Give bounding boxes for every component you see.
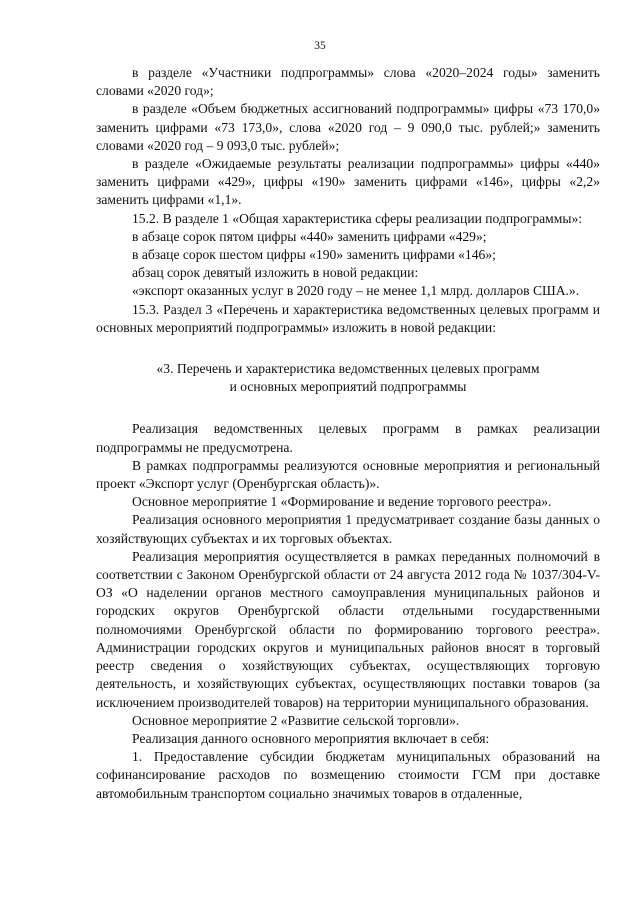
paragraph: Реализация данного основного мероприятия включает в себя: [132, 730, 490, 746]
section-heading-line: «3. Перечень и характеристика ведомственных целевых программ [156, 361, 540, 377]
paragraph: в разделе «Ожидаемые результаты реализации подпрограммы» цифры «440» заменить цифрами «429», цифры «190» заменить цифрами «146», цифры «2,2» заменить цифрами «1,1». [96, 156, 600, 208]
paragraph: Реализация основного мероприятия 1 предусматривает создание базы данных о хозяйствующих субъектах и их торговых объектах. [96, 512, 600, 546]
paragraph: 1. Предоставление субсидии бюджетам муниципальных образований на софинансирование расходов по возмещению стоимости ГСМ при доставке автомобильным транспортом социально значимых товаров в отдаленные, [96, 749, 600, 801]
paragraph: В рамках подпрограммы реализуются основные мероприятия и региональный проект «Экспорт услуг (Оренбургская область)». [96, 457, 600, 492]
paragraph: в абзаце сорок пятом цифры «440» заменить цифрами «429»; [132, 228, 487, 244]
paragraph: Основное мероприятие 1 «Формирование и ведение торгового реестра». [132, 494, 552, 510]
section-heading [96, 360, 600, 396]
paragraph: абзац сорок девятый изложить в новой редакции: [132, 265, 419, 281]
page-number: 35 [314, 40, 326, 52]
section-heading-line: и основных мероприятий подпрограммы [229, 379, 467, 395]
paragraph: 15.2. В разделе 1 «Общая характеристика сферы реализации подпрограммы»: [132, 210, 583, 226]
paragraph: Основное мероприятие 2 «Развитие сельской торговли». [132, 712, 460, 728]
paragraph: в разделе «Участники подпрограммы» слова «2020–2024 годы» заменить словами «2020 год»; [96, 65, 600, 99]
document-body [96, 64, 600, 803]
paragraph: 15.3. Раздел 3 «Перечень и характеристика ведомственных целевых программ и основных мероприятий подпрограммы» изложить в новой редакции: [96, 301, 600, 335]
paragraph: в абзаце сорок шестом цифры «190» заменить цифрами «146»; [132, 247, 496, 263]
paragraph: в разделе «Объем бюджетных ассигнований подпрограммы» цифры «73 170,0» заменить цифрами «73 173,0», слова «2020 год – 9 090,0 тыс. рублей;» заменить словами «2020 год – 9 093,0 тыс. рублей»; [96, 101, 600, 153]
paragraph: «экспорт оказанных услуг в 2020 году – не менее 1,1 млрд. долларов США.». [132, 283, 580, 299]
paragraph: Реализация ведомственных целевых программ в рамках реализации подпрограммы не предусмотрена. [96, 421, 600, 455]
paragraph: Реализация мероприятия осуществляется в рамках переданных полномочий в соответствии с Законом Оренбургской области от 24 августа 2012 года № 1037/304-V-ОЗ «О наделении органов местного самоуправления муниципальных районов и городских округов Оренбургской области отдельными государственными полномочиями Оренбургской области по формированию торгового реестра». Администрации городских округов и муниципальных районов вносят в торговый реестр сведения о хозяйствующих субъектах, осуществляющих торговую деятельность, и хозяйствующих субъектах, осуществляющих поставки товаров (за исключением производителей товаров) на территории муниципального образования. [96, 548, 600, 710]
